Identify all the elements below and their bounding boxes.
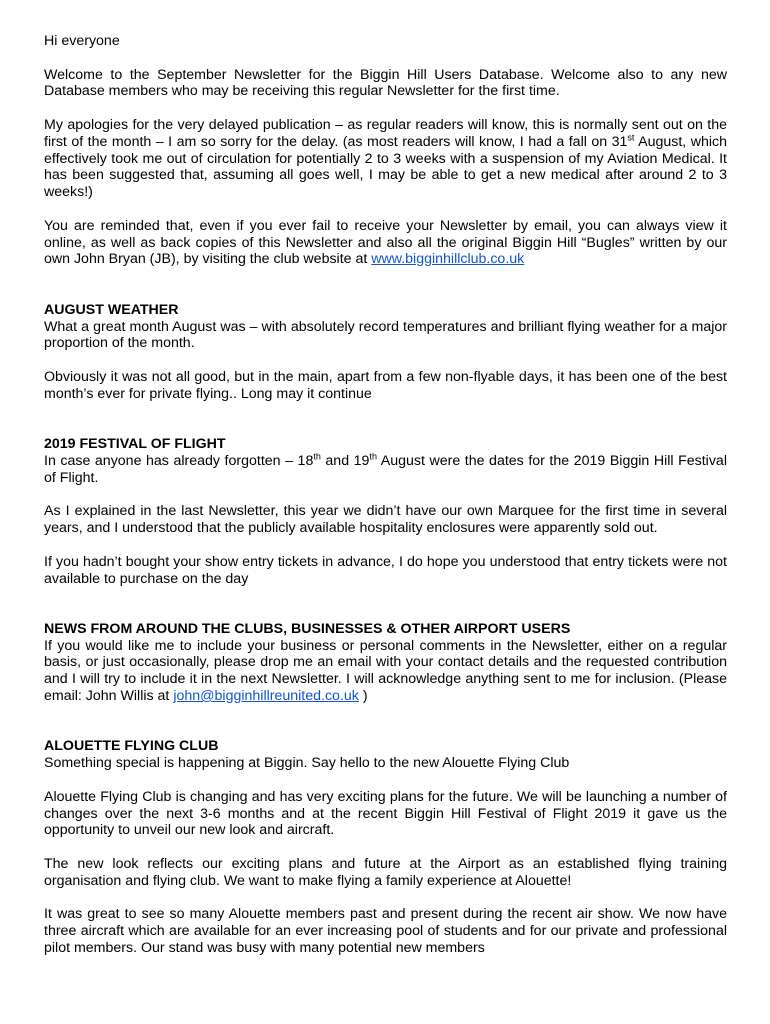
festival-paragraph-2: As I explained in the last Newsletter, this year we didn’t have our own Marquee for the first time in several years, and I understood that the publicly available hospitality enclosures were apparently sold out. <box>44 503 727 537</box>
reminder-paragraph <box>44 218 727 268</box>
reminder-text: You are reminded that, even if you ever fail to receive your Newsletter by email, you can always view it online, as well as back copies of this Newsletter and also all the original Biggin Hill “Bugles” written by our own John Bryan (JB), by visiting the club website at <box>44 217 727 268</box>
festival-heading: 2019 FESTIVAL OF FLIGHT <box>44 436 226 453</box>
festival-text-b: and 19 <box>320 452 370 469</box>
contact-email-link[interactable]: john@bigginhillreunited.co.uk <box>173 688 359 705</box>
apology-text-a: My apologies for the very delayed publication – as regular readers will know, this is normally sent out on the first of the month – I am so sorry for the delay. (as most readers will know, I had a fall on 31 <box>44 116 727 150</box>
apology-paragraph <box>44 117 727 201</box>
weather-paragraph-2: Obviously it was not all good, but in the main, apart from a few non-flyable days, it has been one of the best month’s ever for private flying.. Long may it continue <box>44 368 727 402</box>
alouette-paragraph-2: Alouette Flying Club is changing and has very exciting plans for the future. We will be launching a number of changes over the next 3-6 months and at the recent Biggin Hill Festival of Flight 2019 it gave us the opportunity to unveil our new look and aircraft. <box>44 788 727 839</box>
welcome-paragraph: Welcome to the September Newsletter for the Biggin Hill Users Database. Welcome also to any new Database members who may be receiving this regular Newsletter for the first time. <box>44 66 727 100</box>
alouette-paragraph-4: It was great to see so many Alouette members past and present during the recent air show. We now have three aircraft which are available for an ever increasing pool of students and for our private and professional pilot members. Our stand was busy with many potential new members <box>44 906 727 957</box>
festival-text-a: In case anyone has already forgotten – 18 <box>44 452 314 469</box>
ordinal-suffix: th <box>313 451 321 462</box>
ordinal-suffix: st <box>627 132 635 143</box>
newsletter-page <box>44 33 727 957</box>
news-paragraph <box>44 638 727 705</box>
news-text-end: ) <box>358 688 368 705</box>
alouette-heading: ALOUETTE FLYING CLUB <box>44 738 219 755</box>
news-heading: NEWS FROM AROUND THE CLUBS, BUSINESSES & OTHER AIRPORT USERS <box>44 620 571 637</box>
weather-heading: AUGUST WEATHER <box>44 301 179 318</box>
greeting: Hi everyone <box>44 33 120 49</box>
apology-text-b: August, which effectively took me out of circulation for potentially 2 to 3 weeks with a suspension of my Aviation Medical. It has been suggested that, assuming all goes well, I may be able to get a new medical after around 2 to 3 weeks!) <box>44 133 728 201</box>
weather-paragraph-1: What a great month August was – with absolutely record temperatures and brilliant flying weather for a major proportion of the month. <box>44 318 727 352</box>
festival-text-c: August were the dates for the 2019 Biggin Hill Festival of Flight. <box>44 452 727 486</box>
alouette-paragraph-1: Something special is happening at Biggin. Say hello to the new Alouette Flying Club <box>44 755 570 772</box>
alouette-paragraph-3: The new look reflects our exciting plans and future at the Airport as an established flying training organisation and flying club. We want to make flying a family experience at Alouette! <box>44 856 727 889</box>
news-text: If you would like me to include your business or personal comments in the Newsletter, either on a regular basis, or just occasionally, please drop me an email with your contact details and the requested contribution and I will try to include it in the next Newsletter. I will acknowledge anything sent to me for inclusion. (Please email: John Willis at <box>44 637 727 705</box>
festival-paragraph-1 <box>44 453 727 487</box>
ordinal-suffix: th <box>369 451 377 462</box>
club-website-link[interactable]: www.bigginhillclub.co.uk <box>371 251 525 268</box>
festival-paragraph-3: If you hadn’t bought your show entry tickets in advance, I do hope you understood that entry tickets were not available to purchase on the day <box>44 553 727 587</box>
